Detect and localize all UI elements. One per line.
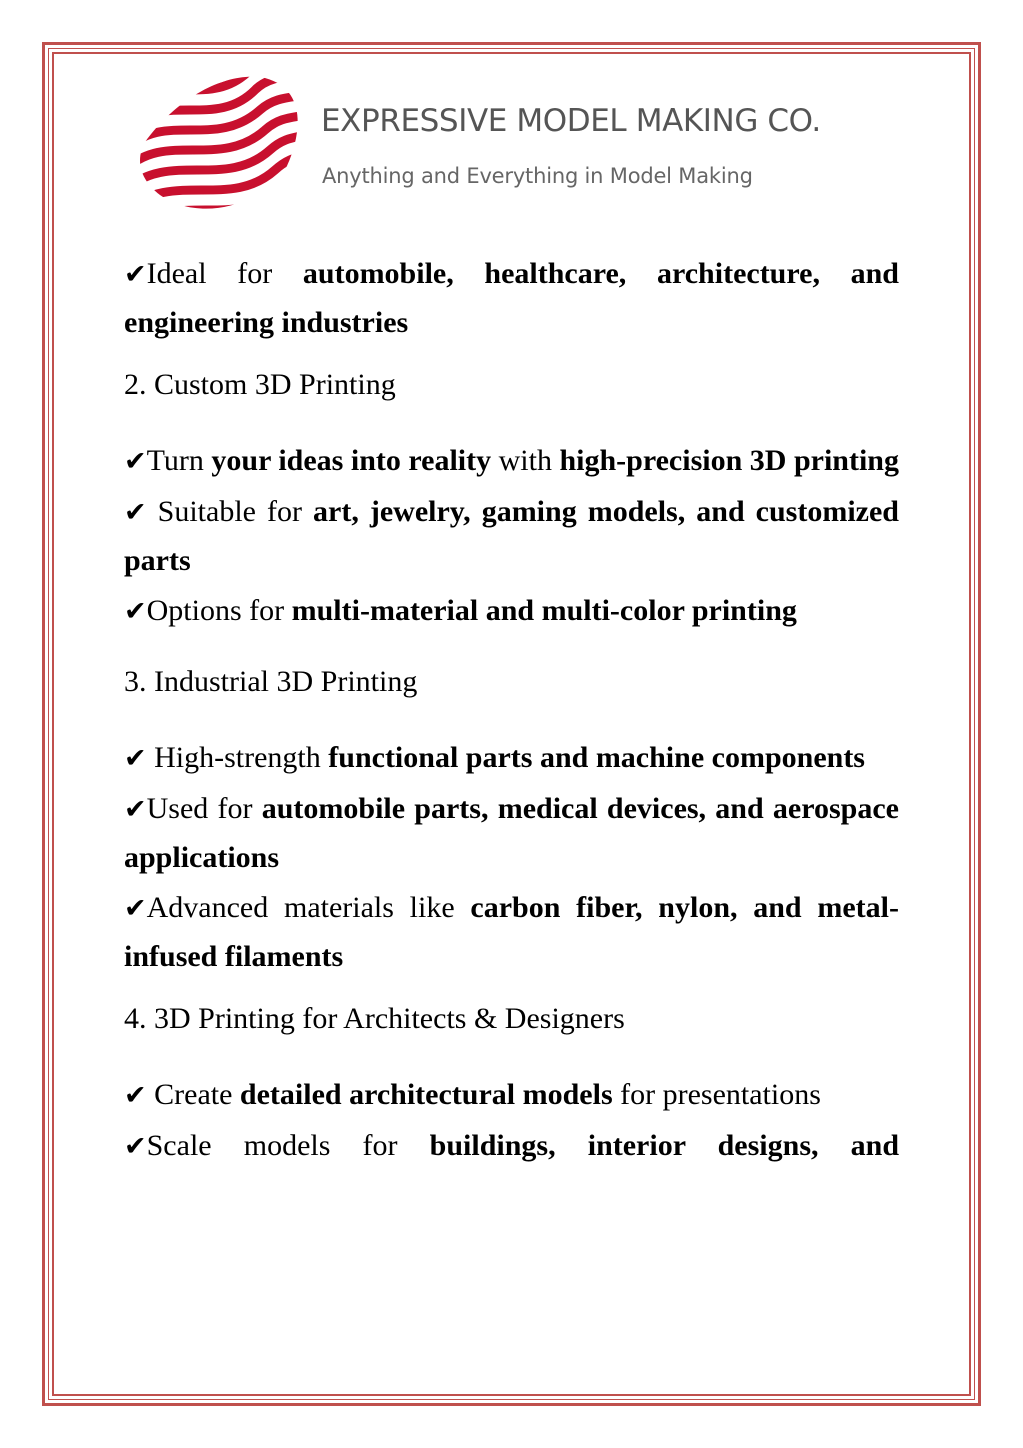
document-body <box>124 250 899 1171</box>
bullet-scale-models: ✔Scale models for buildings, interior designs, and <box>124 1129 900 1162</box>
bullet-options-for: ✔Options for multi-material and multi-color printing <box>124 594 797 627</box>
check-icon: ✔ <box>124 743 147 774</box>
bullet-turn-ideas: ✔Turn your ideas into reality with high-precision 3D printing <box>124 444 899 477</box>
bullet-used-for: ✔Used for automobile parts, medical devices, and aerospace applications <box>124 792 899 874</box>
bullet-ideal-industries: ✔Ideal for automobile, healthcare, architecture, and engineering industries <box>124 257 899 339</box>
bullet-suitable-for: ✔ Suitable for art, jewelry, gaming models, and customized parts <box>124 495 899 577</box>
check-icon: ✔ <box>124 259 147 290</box>
company-tagline: Anything and Everything in Model Making <box>322 164 753 188</box>
check-icon: ✔ <box>124 794 147 825</box>
check-icon: ✔ <box>124 1080 147 1111</box>
bullet-advanced-materials: ✔Advanced materials like carbon fiber, nylon, and metal-infused filaments <box>124 891 899 973</box>
company-name: EXPRESSIVE MODEL MAKING CO. <box>321 103 821 139</box>
bullet-create-models: ✔ Create detailed architectural models for presentations <box>124 1078 821 1111</box>
check-icon: ✔ <box>124 446 147 477</box>
section-heading-architects-designers: 4. 3D Printing for Architects & Designers <box>124 1002 625 1035</box>
red-swirl-logo-icon <box>135 70 305 215</box>
section-heading-industrial-3d-printing: 3. Industrial 3D Printing <box>124 665 418 698</box>
check-icon: ✔ <box>124 1131 147 1162</box>
check-icon: ✔ <box>124 893 147 924</box>
bullet-high-strength: ✔ High-strength functional parts and machine components <box>124 741 865 774</box>
check-icon: ✔ <box>124 596 147 627</box>
letterhead <box>135 70 915 220</box>
section-heading-custom-3d-printing: 2. Custom 3D Printing <box>124 368 396 401</box>
check-icon: ✔ <box>124 497 147 528</box>
